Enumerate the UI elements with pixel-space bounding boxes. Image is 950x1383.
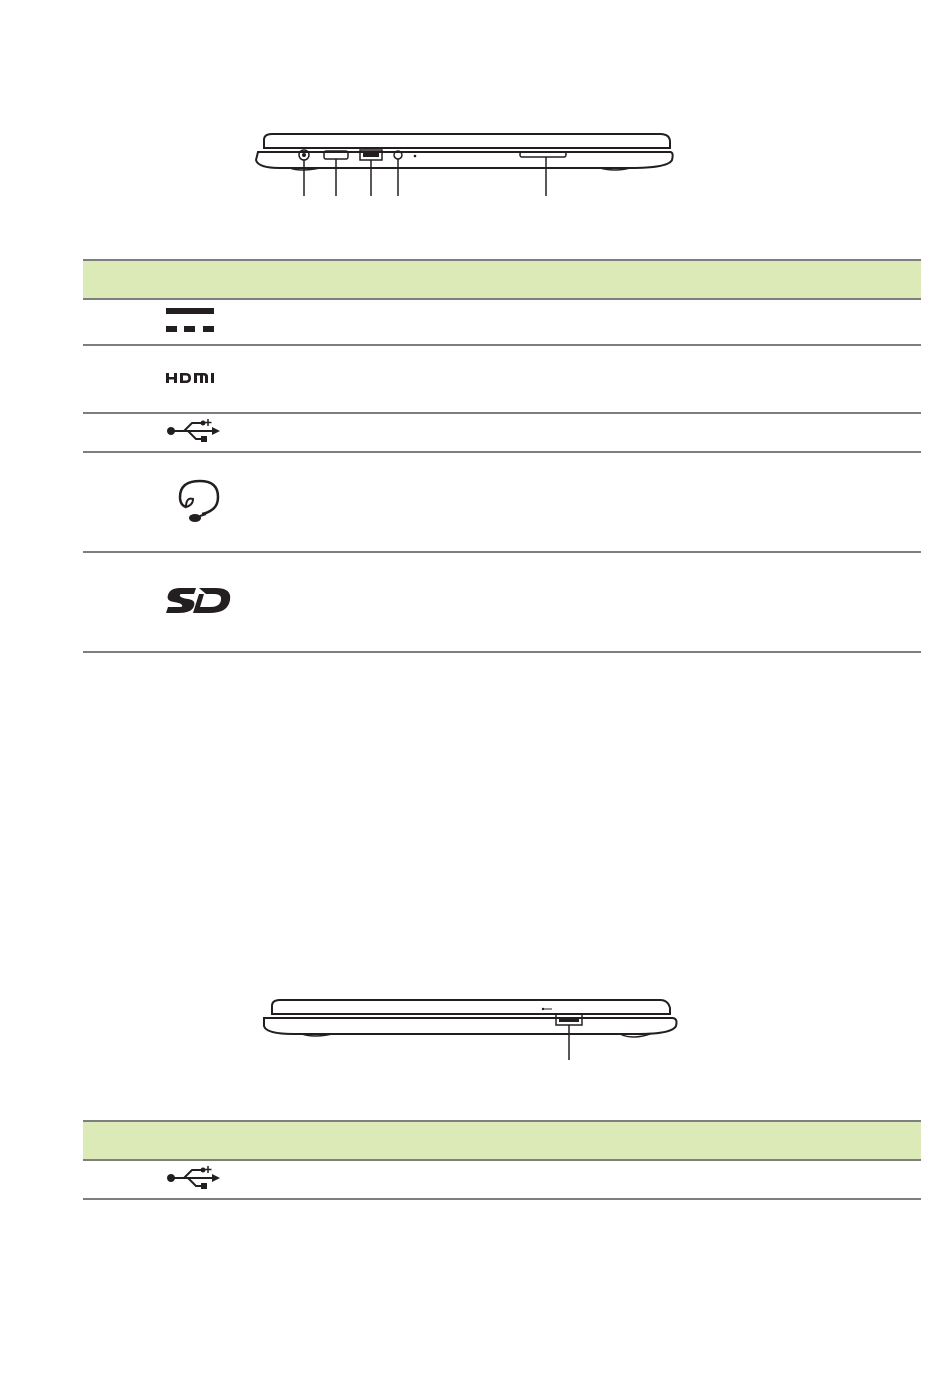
row-description — [468, 552, 921, 652]
row-item — [254, 413, 468, 452]
row-number — [83, 1160, 166, 1199]
headset-icon — [166, 475, 226, 530]
row-item — [254, 299, 468, 345]
table-row — [83, 1160, 921, 1199]
right-view-figure — [258, 994, 682, 1064]
header-icon — [166, 1121, 254, 1160]
header-description — [468, 260, 921, 299]
row-description — [468, 299, 921, 345]
table-header-row — [83, 1121, 921, 1160]
row-number — [83, 299, 166, 345]
table-row — [83, 552, 921, 652]
table-header-row — [83, 260, 921, 299]
table-row — [83, 413, 921, 452]
row-number — [83, 413, 166, 452]
left-ports-table — [83, 259, 921, 653]
right-ports-table — [83, 1120, 921, 1200]
row-number — [83, 345, 166, 413]
table-row — [83, 452, 921, 552]
usb-icon — [166, 418, 222, 447]
hdmi-icon — [166, 371, 218, 388]
header-icon — [166, 260, 254, 299]
header-description — [468, 1121, 921, 1160]
row-item — [254, 1160, 468, 1199]
header-item — [254, 1121, 468, 1160]
table-row — [83, 299, 921, 345]
row-number — [83, 452, 166, 552]
header-number — [83, 260, 166, 299]
usb-icon — [166, 1165, 222, 1194]
row-description — [468, 413, 921, 452]
table-row — [83, 345, 921, 413]
row-item — [254, 552, 468, 652]
row-item — [254, 452, 468, 552]
left-view-figure — [250, 128, 680, 200]
row-number — [83, 552, 166, 652]
row-description — [468, 345, 921, 413]
row-description — [468, 452, 921, 552]
sd-card-icon — [166, 586, 232, 619]
header-item — [254, 260, 468, 299]
dc-power-icon — [166, 306, 216, 339]
header-number — [83, 1121, 166, 1160]
row-item — [254, 345, 468, 413]
row-description — [468, 1160, 921, 1199]
